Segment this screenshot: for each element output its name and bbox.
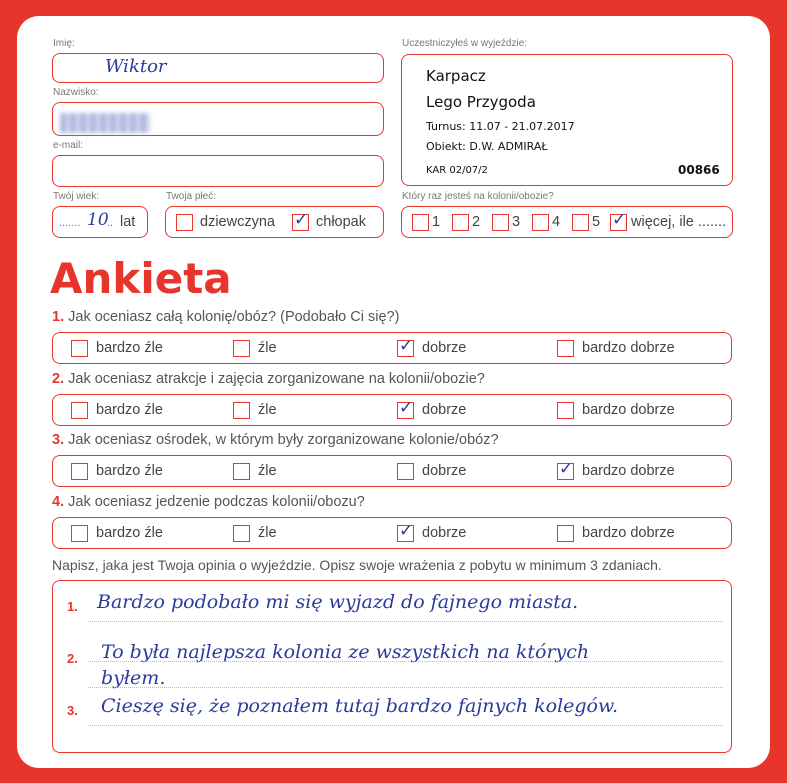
question-number: 4. — [52, 494, 65, 510]
name-label: Imię: — [53, 38, 75, 49]
question-3-title — [52, 432, 499, 448]
times-option-3: 3 — [512, 214, 521, 230]
question-1-options — [52, 332, 732, 364]
q4-option-2-label: źle — [258, 525, 277, 541]
email-field[interactable] — [52, 155, 384, 187]
q2-option-1-label: bardzo źle — [96, 402, 163, 418]
trip-program: Lego Przygoda — [426, 93, 536, 111]
times-field — [401, 206, 733, 238]
gender-field — [165, 206, 384, 238]
q2-option-3-label: dobrze — [422, 402, 467, 418]
opinion-box[interactable] — [52, 580, 732, 753]
check-mark-icon: ✓ — [294, 210, 309, 230]
times-checkbox-more[interactable] — [610, 210, 627, 231]
checkbox-girl[interactable] — [176, 214, 193, 231]
age-suffix: lat — [120, 214, 136, 230]
opinion-line-1: Bardzo podobało mi się wyjazd do fajnego miasta. — [97, 591, 579, 613]
trip-box — [401, 54, 733, 186]
times-option-5: 5 — [592, 214, 601, 230]
opinion-num-2: 2. — [67, 651, 78, 666]
times-checkbox-1[interactable] — [412, 214, 429, 231]
name-field[interactable] — [52, 53, 384, 83]
q4-option-4-label: bardzo dobrze — [582, 525, 675, 541]
question-1-title — [52, 309, 399, 325]
q3-option-3-label: dobrze — [422, 463, 467, 479]
q3-checkbox-3[interactable] — [397, 463, 414, 480]
q1-checkbox-3[interactable] — [397, 336, 414, 357]
q2-checkbox-2[interactable] — [233, 402, 250, 419]
q3-checkbox-2[interactable] — [233, 463, 250, 480]
trip-number: 00866 — [678, 163, 720, 177]
q3-checkbox-4[interactable] — [557, 459, 574, 480]
gender-girl-label: dziewczyna — [200, 214, 275, 230]
question-4-options — [52, 517, 732, 549]
gender-boy-label: chłopak — [316, 214, 366, 230]
q2-option-4-label: bardzo dobrze — [582, 402, 675, 418]
q2-checkbox-1[interactable] — [71, 402, 88, 419]
question-2-title — [52, 371, 485, 387]
q2-option-2-label: źle — [258, 402, 277, 418]
trip-turnus: Turnus: 11.07 - 21.07.2017 — [426, 120, 575, 133]
page-title: Ankieta — [50, 254, 232, 303]
trip-place: Karpacz — [426, 67, 486, 85]
age-field[interactable]: ....... 10 .. lat — [52, 206, 148, 238]
q3-option-4-label: bardzo dobrze — [582, 463, 675, 479]
q2-checkbox-4[interactable] — [557, 402, 574, 419]
q1-checkbox-2[interactable] — [233, 340, 250, 357]
question-text: Jak oceniasz atrakcje i zajęcia zorganizowane na kolonii/obozie? — [68, 371, 485, 387]
times-option-1: 1 — [432, 214, 441, 230]
q1-option-2-label: źle — [258, 340, 277, 356]
redacted-surname — [60, 113, 150, 133]
q1-option-3-label: dobrze — [422, 340, 467, 356]
times-label: Który raz jesteś na kolonii/obozie? — [402, 191, 554, 202]
q4-option-3-label: dobrze — [422, 525, 467, 541]
checkbox-boy[interactable] — [292, 210, 309, 231]
times-checkbox-4[interactable] — [532, 214, 549, 231]
times-checkbox-5[interactable] — [572, 214, 589, 231]
question-text: Jak oceniasz jedzenie podczas kolonii/obozu? — [68, 494, 365, 510]
question-text: Jak oceniasz ośrodek, w którym były zorganizowane kolonie/obóz? — [68, 432, 499, 448]
q1-option-1-label: bardzo źle — [96, 340, 163, 356]
q4-checkbox-3[interactable] — [397, 521, 414, 542]
q2-checkbox-3[interactable] — [397, 398, 414, 419]
email-label: e-mail: — [53, 140, 84, 151]
times-checkbox-3[interactable] — [492, 214, 509, 231]
opinion-num-1: 1. — [67, 599, 78, 614]
question-text: Jak oceniasz całą kolonię/obóz? (Podobało Ci się?) — [68, 309, 400, 325]
surname-label: Nazwisko: — [53, 87, 99, 98]
q3-option-2-label: źle — [258, 463, 277, 479]
question-3-options — [52, 455, 732, 487]
trip-code: KAR 02/07/2 — [426, 165, 488, 176]
q4-checkbox-2[interactable] — [233, 525, 250, 542]
question-number: 2. — [52, 371, 65, 387]
check-mark-icon: ✓ — [399, 336, 414, 356]
opinion-prompt: Napisz, jaka jest Twoja opinia o wyjeździe. Opisz swoje wrażenia z pobytu w minimum 3 zdaniach. — [52, 557, 662, 573]
times-option-2: 2 — [472, 214, 481, 230]
question-2-options — [52, 394, 732, 426]
opinion-line-2: To była najlepsza kolonia ze wszystkich na których — [101, 641, 590, 663]
question-4-title — [52, 494, 365, 510]
q1-checkbox-1[interactable] — [71, 340, 88, 357]
trip-label: Uczestniczyłeś w wyjeździe: — [402, 38, 528, 49]
check-mark-icon: ✓ — [559, 459, 574, 479]
q4-checkbox-1[interactable] — [71, 525, 88, 542]
check-mark-icon: ✓ — [612, 210, 627, 230]
opinion-num-3: 3. — [67, 703, 78, 718]
q4-checkbox-4[interactable] — [557, 525, 574, 542]
question-number: 3. — [52, 432, 65, 448]
trip-obiekt: Obiekt: D.W. ADMIRAŁ — [426, 140, 548, 153]
check-mark-icon: ✓ — [399, 521, 414, 541]
name-value: Wiktor — [105, 56, 167, 77]
q3-checkbox-1[interactable] — [71, 463, 88, 480]
age-value: 10 — [87, 210, 109, 230]
times-checkbox-2[interactable] — [452, 214, 469, 231]
q1-checkbox-4[interactable] — [557, 340, 574, 357]
age-label: Twój wiek: — [53, 191, 100, 202]
opinion-line-4: Cieszę się, że poznałem tutaj bardzo fajnych kolegów. — [101, 695, 619, 717]
q4-option-1-label: bardzo źle — [96, 525, 163, 541]
gender-label: Twoja płeć: — [166, 191, 217, 202]
times-option-more: więcej, ile ....... — [631, 214, 727, 230]
question-number: 1. — [52, 309, 65, 325]
q3-option-1-label: bardzo źle — [96, 463, 163, 479]
opinion-line-3: byłem. — [101, 667, 166, 689]
q1-option-4-label: bardzo dobrze — [582, 340, 675, 356]
times-option-4: 4 — [552, 214, 561, 230]
check-mark-icon: ✓ — [399, 398, 414, 418]
